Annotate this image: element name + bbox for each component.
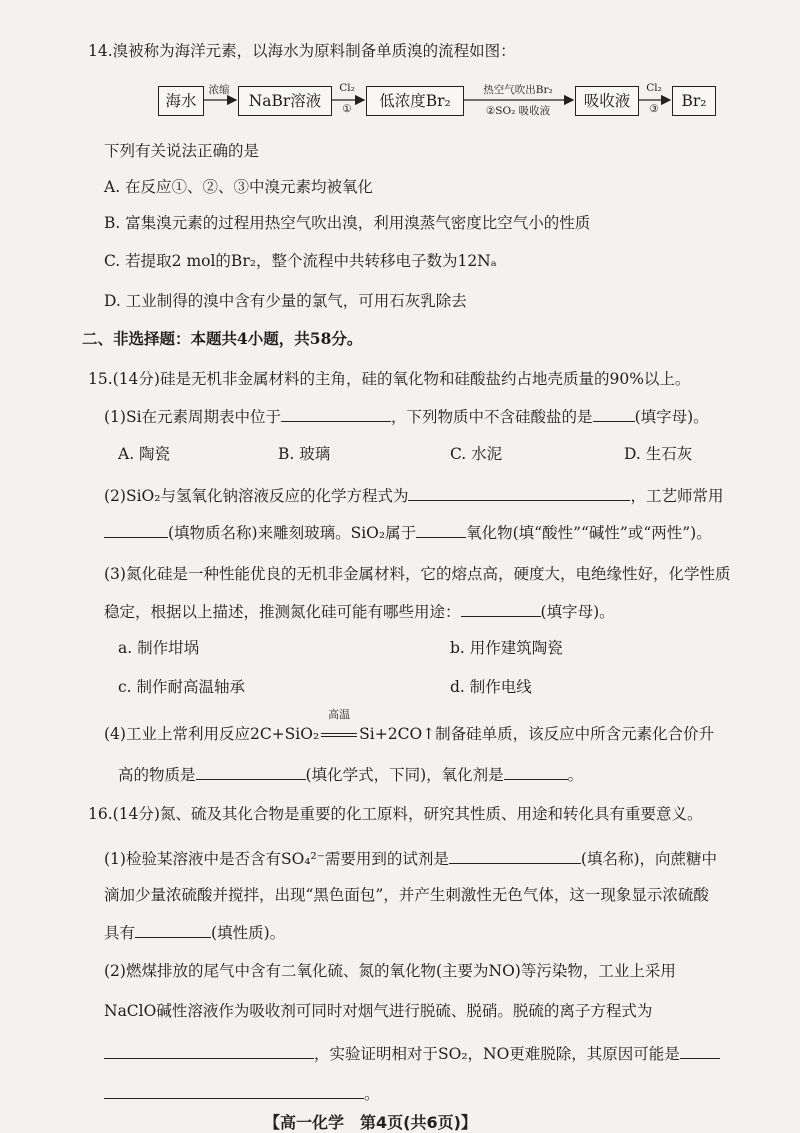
q15-part3-line2 xyxy=(104,600,615,623)
q16-stem: 16.(14分)氮、硫及其化合物是重要的化工原料，研究其性质、用途和转化具有重要意义。 xyxy=(88,805,703,823)
q16-part2-line3 xyxy=(104,1042,720,1065)
q15-part4-line2 xyxy=(118,763,583,786)
q16-p2-line2: NaClO碱性溶液作为吸收剂可同时对烟气进行脱硫、脱硝。脱硫的离子方程式为 xyxy=(104,1002,653,1020)
q15-p2-text-a: (2)SiO₂与氢氧化钠溶液反应的化学方程式为 xyxy=(104,487,409,505)
q16-part2-line4 xyxy=(104,1082,380,1105)
q15-p2-blank-1[interactable] xyxy=(408,484,630,501)
q15-p2-text-b: ，工艺师常用 xyxy=(630,487,724,505)
q15-stem: 15.(14分)硅是无机非金属材料的主角，硅的氧化物和硅酸盐约占地壳质量的90%以上。 xyxy=(88,370,691,388)
flow-node-seawater: 海水 xyxy=(158,86,204,116)
q15-part1 xyxy=(104,405,709,428)
q15-p3-text-b: 稳定，根据以上描述，推测氮化硅可能有哪些用途： xyxy=(104,603,461,621)
q15-p3-option-d: d. 制作电线 xyxy=(450,678,532,696)
q16-p2-line1: (2)燃煤排放的尾气中含有二氧化硫、氮的氧化物(主要为NO)等污染物，工业上采用 xyxy=(104,962,676,980)
flow-arrow-4-bottom: ③ xyxy=(649,103,659,115)
q14-option-c: C. 若提取2 mol的Br₂，整个流程中共转移电子数为12Nₐ xyxy=(104,252,497,270)
q16-part1-line3 xyxy=(104,921,285,944)
q15-part2-line2 xyxy=(104,521,712,544)
flow-node-low-br2: 低浓度Br₂ xyxy=(366,86,464,116)
q14-option-a: A. 在反应①、②、③中溴元素均被氧化 xyxy=(104,178,374,196)
flow-node-nabr: NaBr溶液 xyxy=(238,86,332,116)
q15-part2-line1 xyxy=(104,484,723,507)
q15-p4-blank-1[interactable] xyxy=(196,763,306,780)
q15-p3-option-a: a. 制作坩埚 xyxy=(118,639,200,657)
q15-p3-blank[interactable] xyxy=(461,600,541,617)
q15-p3-option-b: b. 用作建筑陶瓷 xyxy=(450,639,563,657)
q14-option-b: B. 富集溴元素的过程用热空气吹出溴，利用溴蒸气密度比空气小的性质 xyxy=(104,214,591,232)
q16-p1-line2: 滴加少量浓硫酸并搅拌，出现“黑色面包”，并产生刺激性无色气体，这一现象显示浓硫酸 xyxy=(104,886,709,904)
q16-p1-text-a: (1)检验某溶液中是否含有SO₄²⁻需要用到的试剂是 xyxy=(104,850,449,868)
q14-stem: 14.溴被称为海洋元素，以海水为原料制备单质溴的流程如图： xyxy=(88,42,516,60)
flow-arrow-3-top: 热空气吹出Br₂ xyxy=(483,84,553,96)
q16-p1-text-e: (填性质)。 xyxy=(211,924,286,942)
q15-p1-blank-2[interactable] xyxy=(593,405,635,422)
q14-option-d: D. 工业制得的溴中含有少量的氯气，可用石灰乳除去 xyxy=(104,292,467,310)
q15-p4-condition-arrow xyxy=(319,708,359,745)
q15-part4-line1 xyxy=(104,708,715,745)
flow-node-br2: Br₂ xyxy=(672,86,716,116)
flow-node-absorb: 吸收液 xyxy=(575,86,639,116)
q16-p2-blank-2[interactable] xyxy=(680,1042,720,1059)
q16-p1-blank-2[interactable] xyxy=(135,921,211,938)
q15-p3-line1: (3)氮化硅是一种性能优良的无机非金属材料，它的熔点高，硬度大，电绝缘性好，化学性质 xyxy=(104,565,731,583)
q16-p2-blank-3[interactable] xyxy=(104,1082,364,1099)
q16-p2-blank-1[interactable] xyxy=(104,1042,314,1059)
q15-p3-text-c: (填字母)。 xyxy=(540,603,615,621)
q15-p4-text-a: (4)工业上常利用反应2C+SiO₂ xyxy=(104,725,320,743)
q15-p1-option-d: D. 生石灰 xyxy=(624,445,693,463)
q15-p4-blank-2[interactable] xyxy=(504,763,568,780)
q15-p2-blank-3[interactable] xyxy=(416,521,466,538)
flow-arrow-1-top: 浓缩 xyxy=(208,84,230,96)
flow-arrow-3-bottom: ②SO₂ 吸收液 xyxy=(485,105,551,117)
q16-p2-text-c: ，实验证明相对于SO₂，NO更难脱除，其原因可能是 xyxy=(314,1045,680,1063)
q15-p1-option-a: A. 陶瓷 xyxy=(118,445,171,463)
q15-p2-blank-2[interactable] xyxy=(104,521,168,538)
q15-p1-text-a: (1)Si在元素周期表中位于 xyxy=(104,408,282,426)
q15-p4-text-e: 。 xyxy=(567,766,584,784)
q15-p1-blank-1[interactable] xyxy=(281,405,391,422)
q15-p4-condition: 高温 xyxy=(328,708,351,721)
q16-p1-blank-1[interactable] xyxy=(449,847,581,864)
flow-arrow-2-top: Cl₂ xyxy=(339,82,355,94)
q15-p1-option-c: C. 水泥 xyxy=(450,445,503,463)
q15-p1-text-c: (填字母)。 xyxy=(634,408,709,426)
q15-p4-text-d: (填化学式，下同)，氧化剂是 xyxy=(305,766,504,784)
q15-p2-text-d: 氧化物(填“酸性”“碱性”或“两性”)。 xyxy=(466,524,712,542)
flow-arrow-4-top: Cl₂ xyxy=(646,82,662,94)
q15-p4-text-c: 高的物质是 xyxy=(118,766,196,784)
q14-prompt: 下列有关说法正确的是 xyxy=(104,142,260,160)
q16-p2-text-d: 。 xyxy=(364,1085,380,1103)
flow-arrow-2-bottom: ① xyxy=(342,103,352,115)
q16-p1-text-b: (填名称)，向蔗糖中 xyxy=(580,850,718,868)
q16-p1-text-d: 具有 xyxy=(104,924,136,942)
q15-p4-text-b: Si+2CO↑制备硅单质，该反应中所含元素化合价升 xyxy=(359,725,715,743)
q15-p1-option-b: B. 玻璃 xyxy=(278,445,331,463)
q15-p4-equals-bar xyxy=(321,733,357,737)
flow-arrows xyxy=(0,0,800,140)
page-footer: 【高一化学 第4页(共6页)】 xyxy=(264,1113,477,1132)
q15-p3-option-c: c. 制作耐高温轴承 xyxy=(118,678,246,696)
q16-part1-line1 xyxy=(104,847,717,870)
section-heading: 二、非选择题：本题共4小题，共58分。 xyxy=(82,329,363,348)
q15-p2-text-c: (填物质名称)来雕刻玻璃。SiO₂属于 xyxy=(168,524,417,542)
q15-p1-text-b: ，下列物质中不含硅酸盐的是 xyxy=(391,408,593,426)
